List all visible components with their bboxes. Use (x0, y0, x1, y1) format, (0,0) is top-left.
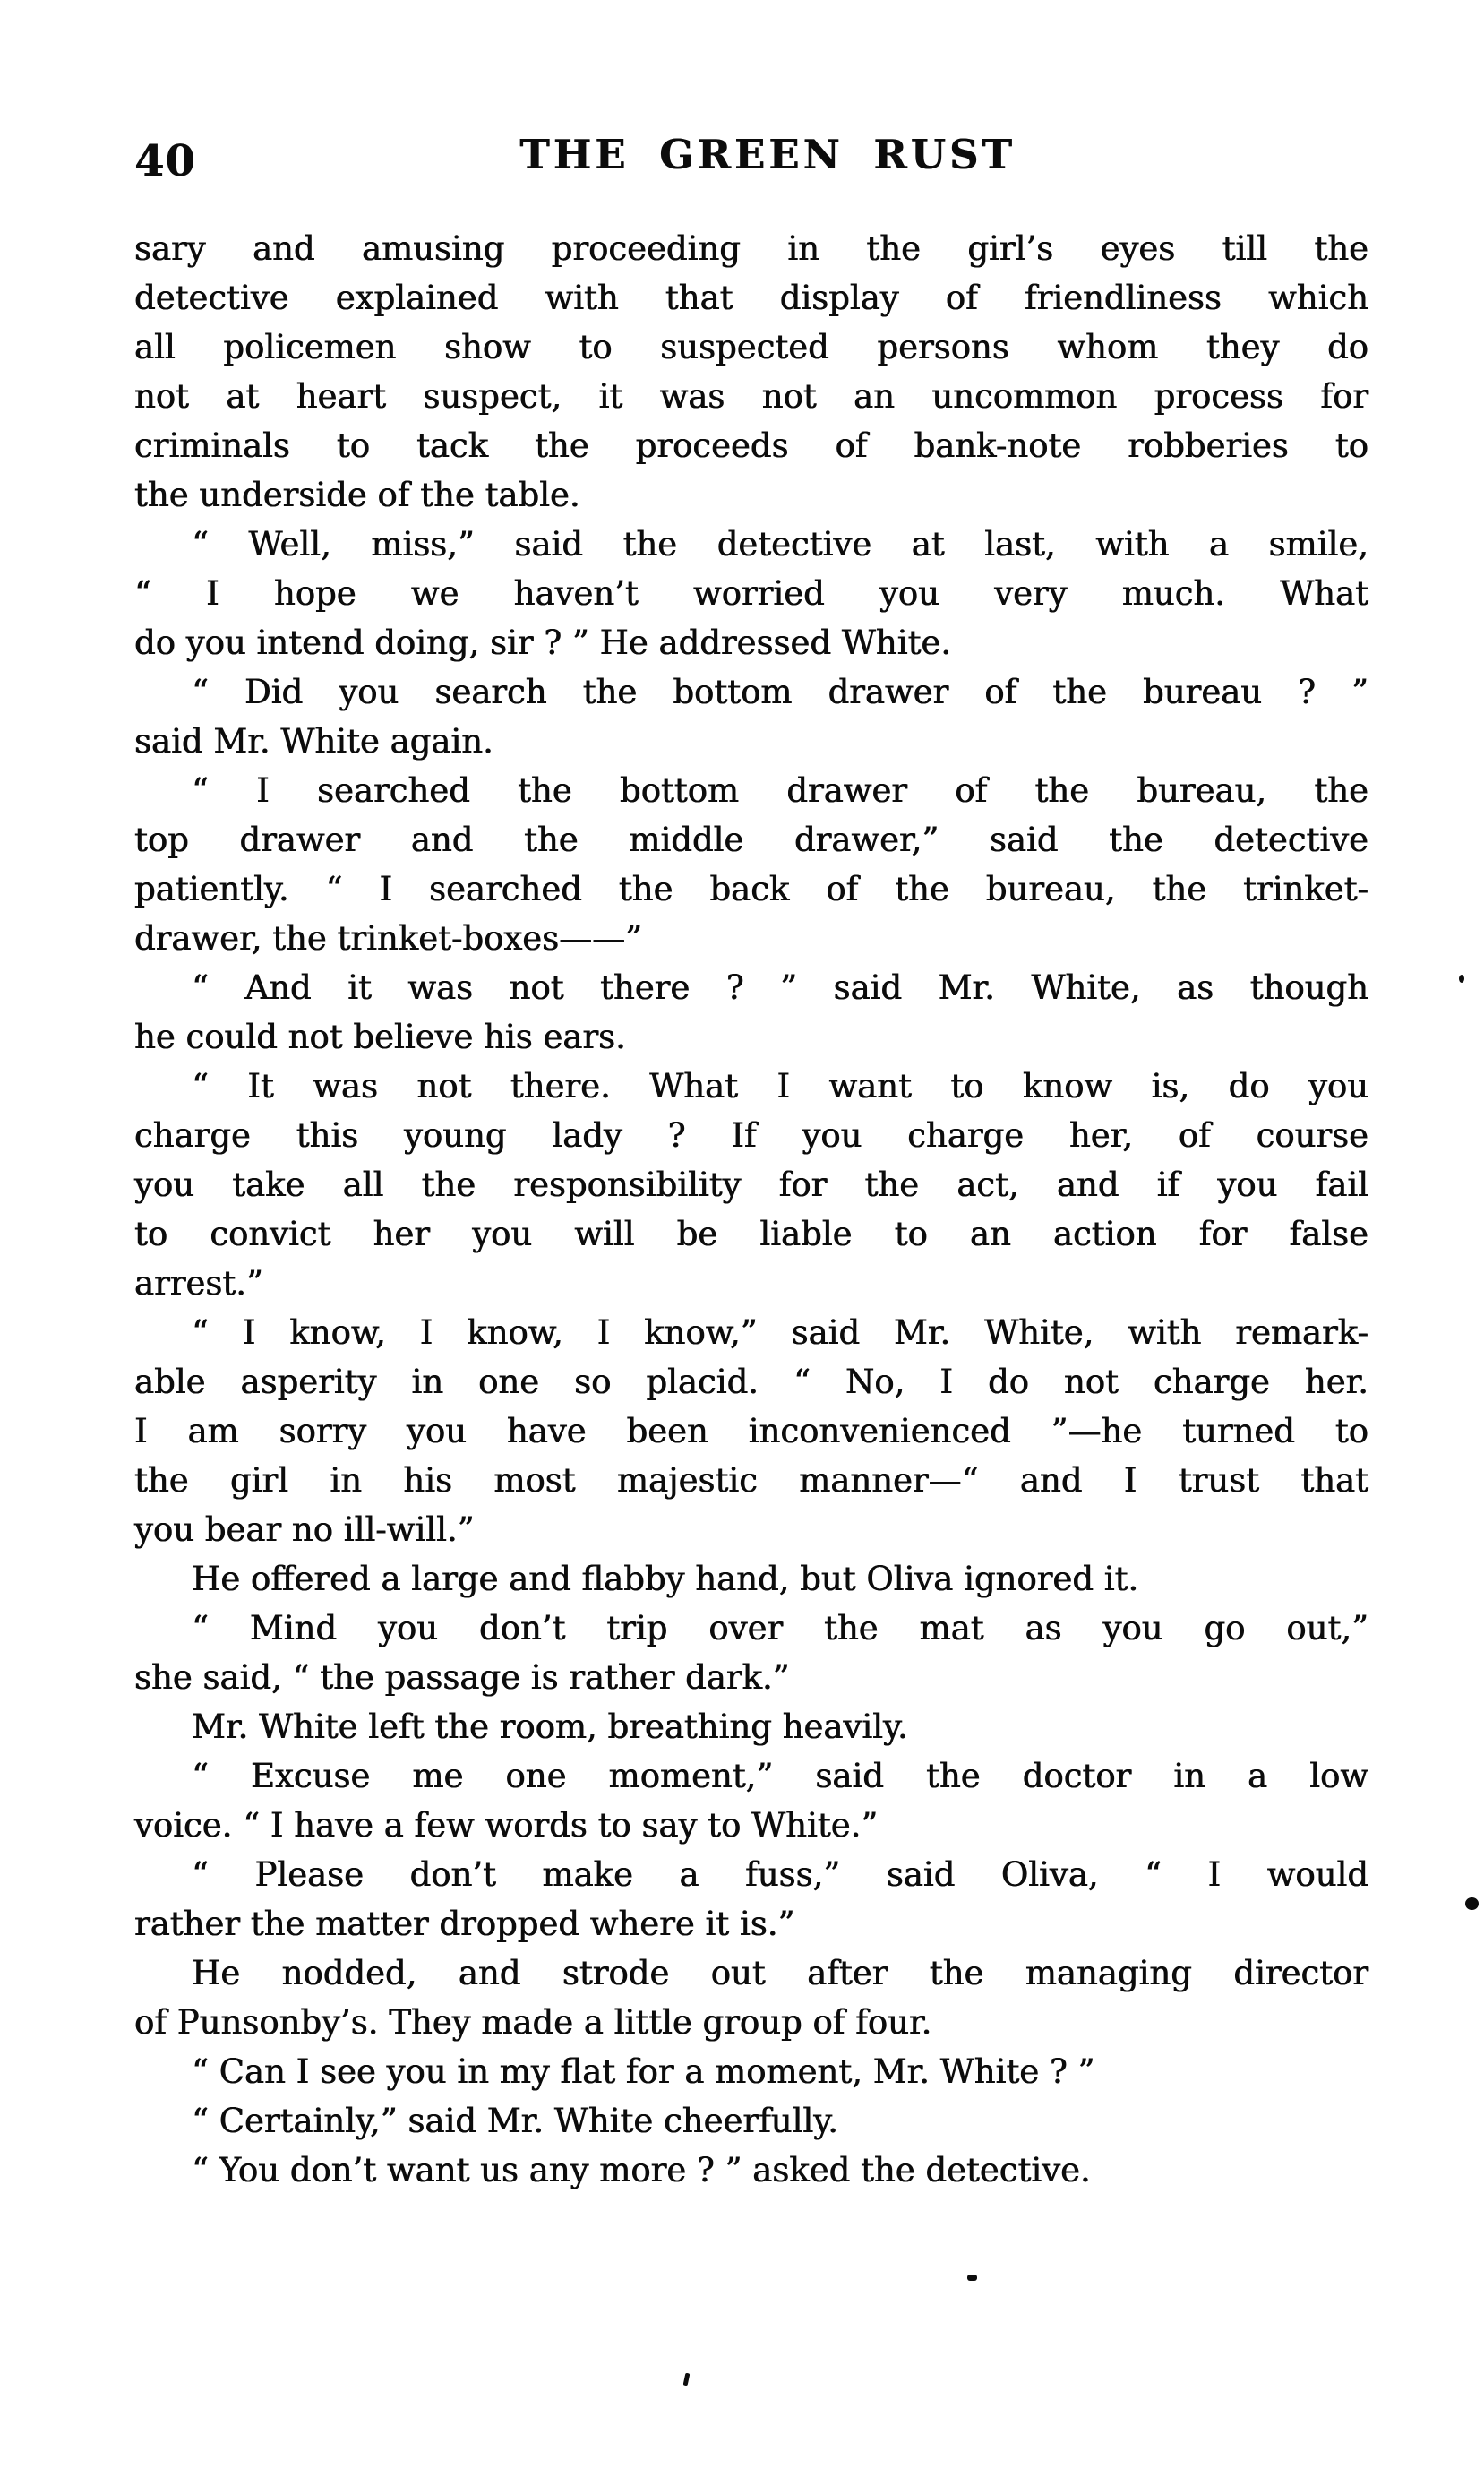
text-line: Mr. White left the room, breathing heavily. (192, 1708, 908, 1746)
text-line: charge this young lady ? If you charge her, of course (134, 1116, 1368, 1155)
text-line: I am sorry you have been inconvenienced ”—he turned to (134, 1412, 1368, 1450)
text-line: said Mr. White again. (134, 722, 493, 761)
text-line: criminals to tack the proceeds of bank-note robberies to (134, 426, 1368, 465)
scan-speck (967, 2275, 977, 2281)
scan-speck (1465, 1897, 1479, 1910)
scan-speck (683, 2373, 691, 2387)
text-line: she said, “ the passage is rather dark.” (134, 1658, 790, 1697)
text-line: the girl in his most majestic manner—“ and I trust that (134, 1461, 1368, 1500)
text-line: rather the matter dropped where it is.” (134, 1905, 795, 1943)
text-line: “ You don’t want us any more ? ” asked the detective. (192, 2151, 1091, 2189)
text-line: you take all the responsibility for the act, and if you fail (134, 1166, 1368, 1204)
text-line: he could not believe his ears. (134, 1018, 626, 1056)
text-line: top drawer and the middle drawer,” said the detective (134, 821, 1368, 859)
text-line: “ Please don’t make a fuss,” said Oliva, “ I would (192, 1855, 1368, 1894)
text-line: drawer, the trinket-boxes——” (134, 919, 643, 958)
text-line: sary and amusing proceeding in the girl’s eyes till the (134, 229, 1368, 268)
text-line: patiently. “ I searched the back of the bureau, the trinket- (134, 870, 1368, 908)
text-line: “ Can I see you in my flat for a moment, Mr. White ? ” (192, 2052, 1095, 2091)
text-line: He nodded, and strode out after the managing director (192, 1954, 1368, 1992)
text-line: “ Well, miss,” said the detective at last, with a smile, (192, 525, 1368, 563)
text-line: all policemen show to suspected persons whom they do (134, 328, 1368, 366)
text-line: to convict her you will be liable to an action for false (134, 1215, 1368, 1253)
text-line: you bear no ill-will.” (134, 1510, 475, 1549)
text-line: arrest.” (134, 1264, 263, 1303)
text-line: “ Mind you don’t trip over the mat as you go out,” (192, 1609, 1368, 1647)
text-line: “ I know, I know, I know,” said Mr. White, with remark- (192, 1313, 1368, 1352)
text-line: “ I searched the bottom drawer of the bureau, the (192, 771, 1368, 810)
body-text (134, 224, 1368, 2195)
text-line: not at heart suspect, it was not an uncommon process for (134, 377, 1368, 416)
text-line: “ Excuse me one moment,” said the doctor in a low (192, 1757, 1368, 1795)
text-line: the underside of the table. (134, 476, 580, 514)
text-line: voice. “ I have a few words to say to White.” (134, 1806, 879, 1845)
text-line: “ I hope we haven’t worried you very much. What (134, 574, 1368, 613)
scan-speck (1459, 975, 1464, 983)
text-line: “ It was not there. What I want to know is, do you (192, 1067, 1368, 1105)
text-line: “ And it was not there ? ” said Mr. White, as though (192, 968, 1368, 1007)
text-line: of Punsonby’s. They made a little group of four. (134, 2003, 932, 2042)
text-line: “ Certainly,” said Mr. White cheerfully. (192, 2102, 838, 2140)
text-line: He offered a large and flabby hand, but Oliva ignored it. (192, 1560, 1139, 1598)
page-number: 40 (134, 136, 196, 186)
text-line: able asperity in one so placid. “ No, I do not charge her. (134, 1363, 1368, 1401)
text-line: do you intend doing, sir ? ” He addressed White. (134, 624, 952, 662)
running-head-title: THE GREEN RUST (519, 131, 1016, 178)
text-line: detective explained with that display of friendliness which (134, 279, 1368, 317)
text-line: “ Did you search the bottom drawer of the bureau ? ” (192, 673, 1368, 711)
